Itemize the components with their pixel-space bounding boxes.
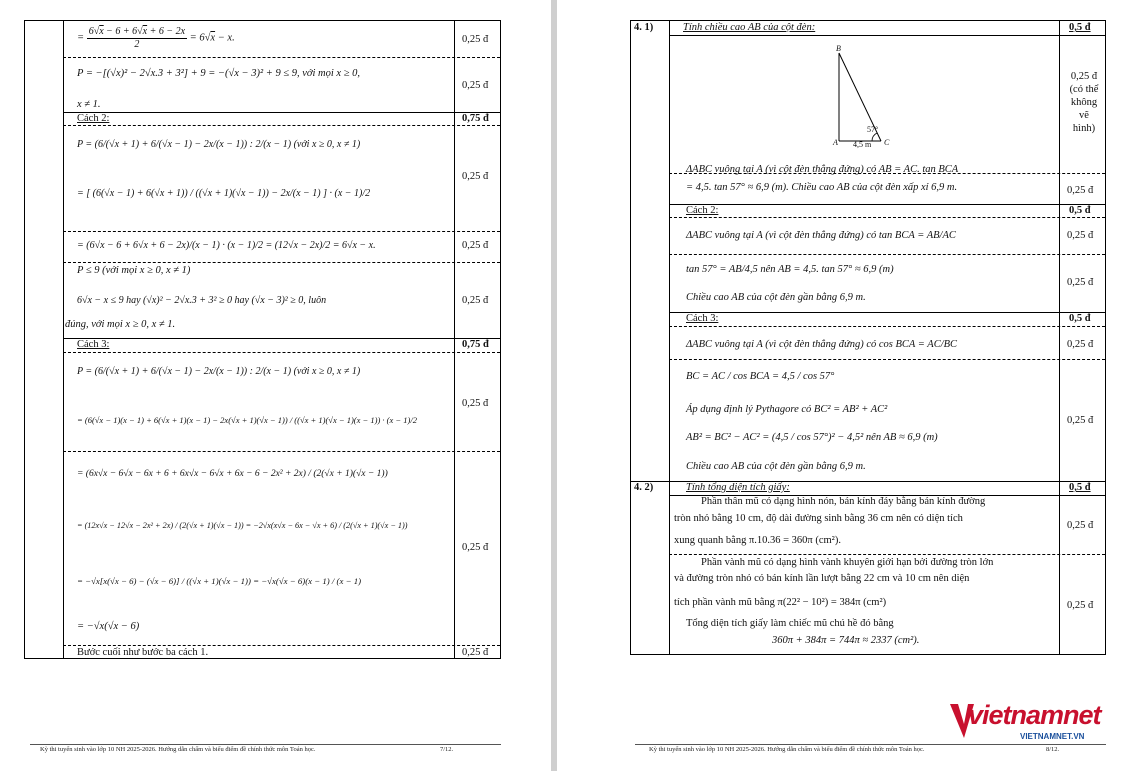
row9-points: 0,25 đ xyxy=(462,647,489,658)
fig-note-4: hình) xyxy=(1072,123,1096,134)
r-cach2-points: 0,5 đ xyxy=(1069,205,1091,216)
r-cach2-heading: Cách 2: xyxy=(686,205,719,216)
q41-points: 0,5 đ xyxy=(1069,22,1091,33)
cach3-heading: Cách 3: xyxy=(77,339,110,350)
q42-p1-line2: tròn nhỏ bằng 10 cm, độ dài đường sinh bằng 36 cm nên có diện tích xyxy=(674,513,963,524)
row8-line2: = (12x√x − 12√x − 2x² + 2x) / (2(√x + 1)(√x − 1)) = −2√x(x√x − 6x − √x + 6) / (2(√x + 1)(√x − 1)) xyxy=(77,521,408,530)
right-page-number: 8/12. xyxy=(1046,746,1060,753)
fig-note-1: (có thể xyxy=(1069,84,1099,95)
r-cach2-line3: Chiều cao AB của cột đèn gần bằng 6,9 m. xyxy=(686,292,866,303)
r-cach3-line4: AB² = BC² − AC² = (4,5 / cos 57°)² − 4,5² nên AB ≈ 6,9 (m) xyxy=(686,432,938,443)
row3-formula-cont: = [ (6(√x − 1) + 6(√x + 1)) / ((√x + 1)(√x − 1)) − 2x/(x − 1) ] · (x − 1)/2 xyxy=(77,188,371,199)
row5-line1: P ≤ 9 (với mọi x ≥ 0, x ≠ 1) xyxy=(77,265,191,276)
fig-label-B: B xyxy=(836,44,841,53)
row8-line3: = −√x[x(√x − 6) − (√x − 6)] / ((√x + 1)(√x − 1)) = −√x(√x − 6)(x − 1) / (x − 1) xyxy=(77,576,362,586)
q42-title: Tính tổng diện tích giấy: xyxy=(686,482,790,493)
right-footer: Kỳ thi tuyển sinh vào lớp 10 NH 2025-2026. Hướng dẫn chấm và biểu điểm đề chính thức môn Toán học. xyxy=(649,746,925,753)
logo-subtext: VIETNAMNET.VN xyxy=(1020,732,1085,741)
row2-formula-cont: x ≠ 1. xyxy=(77,99,101,110)
right-table xyxy=(630,20,1106,655)
row3-formula: P = (6/(√x + 1) + 6/(√x − 1) − 2x/(x − 1)) : 2/(x − 1) (với x ≥ 0, x ≠ 1) xyxy=(77,139,361,150)
r-cach3-line1: ΔABC vuông tại A (vì cột đèn thẳng đứng) có cos BCA = AC/BC xyxy=(686,339,958,350)
triangle-figure xyxy=(826,41,906,151)
r-cach3-points: 0,5 đ xyxy=(1069,313,1091,324)
row2-points: 0,25 đ xyxy=(462,80,489,91)
r-cach2-rest-points: 0,25 đ xyxy=(1067,277,1094,288)
left-footer: Kỳ thi tuyển sinh vào lớp 10 NH 2025-2026. Hướng dẫn chấm và biểu điểm đề chính thức môn Toán học. xyxy=(40,746,316,753)
fig-angle: 57° xyxy=(867,125,879,134)
fig-label-C: C xyxy=(884,138,890,147)
q41-line2-points: 0,25 đ xyxy=(1067,185,1094,196)
q42-p1-points: 0,25 đ xyxy=(1067,520,1094,531)
row5-points: 0,25 đ xyxy=(462,295,489,306)
page-8 xyxy=(557,0,1121,771)
q42-p2-line1: Phần vành mũ có dạng hình vành khuyên giới hạn bởi đường tròn lớn xyxy=(701,557,994,568)
vietnamnet-logo xyxy=(948,698,1101,746)
row4-points: 0,25 đ xyxy=(462,240,489,251)
left-page-number: 7/12. xyxy=(440,746,454,753)
page-7 xyxy=(0,0,551,771)
row9-text: Bước cuối như bước ba cách 1. xyxy=(77,647,209,658)
row4-formula: = (6√x − 6 + 6√x + 6 − 2x)/(x − 1) · (x − 1)/2 = (12√x − 2x)/2 = 6√x − x. xyxy=(77,240,376,251)
logo-text: vietnamnet xyxy=(968,700,1101,730)
fig-points: 0,25 đ xyxy=(1070,71,1098,82)
q42-p2-points: 0,25 đ xyxy=(1067,600,1094,611)
cach3-points: 0,75 đ xyxy=(462,339,489,350)
row8-line4: = −√x(√x − 6) xyxy=(77,621,140,632)
cach2-heading: Cách 2: xyxy=(77,113,110,124)
q42-p1-line1: Phần thân mũ có dạng hình nón, bán kính đáy bằng bán kính đường xyxy=(701,496,986,507)
fig-note-3: vẽ xyxy=(1079,110,1089,121)
fig-label-A: A xyxy=(833,138,838,147)
fig-length: 4,5 m xyxy=(853,140,872,149)
q42-points: 0,5 đ xyxy=(1069,482,1091,493)
q42-p2-line3: tích phần vành mũ bằng π(22² − 10²) = 384π (cm²) xyxy=(674,597,887,608)
row5-line3: đúng, với mọi x ≥ 0, x ≠ 1. xyxy=(65,319,176,330)
row3-points: 0,25 đ xyxy=(462,171,489,182)
q41-title: Tính chiều cao AB của cột đèn: xyxy=(683,22,816,33)
row2-formula: P = −[(√x)² − 2√x.3 + 3²] + 9 = −(√x − 3)² + 9 ≤ 9, với mọi x ≥ 0, xyxy=(77,68,360,79)
cach2-points: 0,75 đ xyxy=(462,113,489,124)
r-cach3-heading: Cách 3: xyxy=(686,313,719,324)
r-cach3-line2: BC = AC / cos BCA = 4,5 / cos 57° xyxy=(686,371,835,382)
q42-p1-line3: xung quanh bằng π.10.36 = 360π (cm²). xyxy=(674,535,841,546)
q42-label: 4. 2) xyxy=(634,482,654,493)
row1-points: 0,25 đ xyxy=(462,34,489,45)
row8-points: 0,25 đ xyxy=(462,542,489,553)
row7-points: 0,25 đ xyxy=(462,398,489,409)
q41-label: 4. 1) xyxy=(634,22,654,33)
q41-line2: = 4,5. tan 57° ≈ 6,9 (m). Chiều cao AB của cột đèn xấp xỉ 6,9 m. xyxy=(686,182,958,193)
row5-line2: 6√x − x ≤ 9 hay (√x)² − 2√x.3 + 3² ≥ 0 hay (√x − 3)² ≥ 0, luôn xyxy=(77,295,327,306)
q42-p2-line5: 360π + 384π = 744π ≈ 2337 (cm²). xyxy=(772,635,920,646)
r-cach3-line3: Áp dụng định lý Pythagore có BC² = AB² + AC² xyxy=(686,404,888,415)
q42-p2-line2: và đường tròn nhỏ có bán kính lần lượt bằng 22 cm và 10 cm nên diện xyxy=(674,573,970,584)
r-cach2-line2: tan 57° = AB/4,5 nên AB = 4,5. tan 57° ≈ 6,9 (m) xyxy=(686,264,894,275)
row7-formula: P = (6/(√x + 1) + 6/(√x − 1) − 2x/(x − 1)) : 2/(x − 1) (với x ≥ 0, x ≠ 1) xyxy=(77,366,361,377)
q42-p2-line4: Tổng diện tích giấy làm chiếc mũ chú hề đó bằng xyxy=(686,618,894,629)
row8-line1: = (6x√x − 6√x − 6x + 6 + 6x√x − 6√x + 6x − 6 − 2x² + 2x) / (2(√x + 1)(√x − 1)) xyxy=(77,469,388,479)
row7-formula-cont: = (6(√x − 1)(x − 1) + 6(√x + 1)(x − 1) − 2x(√x + 1)(√x − 1)) / ((√x + 1)(√x − 1)(x − 1)) · (x − 1)/2 xyxy=(77,415,417,425)
r-cach2-line1: ΔABC vuông tại A (vì cột đèn thẳng đứng) có tan BCA = AB/AC xyxy=(686,230,956,241)
left-table: = $\frac{6√x - 6 + 6√x + 6 - 2x}{2}$ = 6√x − x. 0,25 đ P = −[(√x)² − 2√x.3 + 3²] + 9 = −(√x − 3)² + 9 ≤ 9, với mọi x ≥ 0, x ≠ 1. 0,25 đ Cách 2: 0,75 đ P = (6/(√x + 1) + 6/(√x − 1) − 2x/(x − 1)) : 2/(x − 1) (với x ≥ 0, x ≠ 1) = [ (6(√x − 1) + 6(√x + 1)) / ((√x + 1)(√x − 1)) − 2x/(x − 1) ] · (x − 1)/2 0,25 đ = (6√x − 6 + 6√x + 6 − 2x)/(x − 1) · (x − 1)/2 = (12√x − 2x)/2 = 6√x − x. 0,25 đ P ≤ 9 (với mọi x ≥ 0, x ≠ 1) 6√x − x ≤ 9 hay (√x)² − 2√x.3 + 3² ≥ 0 hay (√x − 3)² ≥ 0, luôn đúng, với mọi x ≥ 0, x ≠ 1. 0,25 đ Cách 3: 0,75 đ P = (6/(√x + 1) + 6/(√x − 1) − 2x/(x − 1)) : 2/(x − 1) (với x ≥ 0, x ≠ 1) = (6(√x − 1)(x − 1) + 6(√x + 1)(x − 1) − 2x(√x + 1)(√x − 1)) / ((√x + 1)(√x − 1)(x − 1)) · (x − 1)/2 0,25 đ = (6x√x − 6√x − 6x + 6 + 6x√x − 6√x + 6x − 6 − 2x² + 2x) / (2(√x + 1)(√x − 1)) = (12x√x − 12√x − 2x² + 2x) / (2(√x + 1)(√x − 1)) = −2√x(x√x − 6x − √x + 6) / (2(√x + 1)(√x − 1)) = −√x[x(√x − 6) − (√x − 6)] / ((√x + 1)(√x − 1)) = −√x(√x − 6)(x − 1) / (x − 1) = −√x(√x − 6) 0,25 đ Bước cuối như bước ba cách 1. 0,25 đ xyxy=(24,20,501,659)
fig-note-2: không xyxy=(1070,97,1098,108)
q41-line1: ΔABC vuông tại A (vì cột đèn thẳng đứng) có AB = AC. tan BCA xyxy=(686,164,959,175)
r-cach2-line1-points: 0,25 đ xyxy=(1067,230,1094,241)
r-cach3-rest-points: 0,25 đ xyxy=(1067,415,1094,426)
r-cach3-line5: Chiều cao AB của cột đèn gần bằng 6,9 m. xyxy=(686,461,866,472)
r-cach3-line1-points: 0,25 đ xyxy=(1067,339,1094,350)
